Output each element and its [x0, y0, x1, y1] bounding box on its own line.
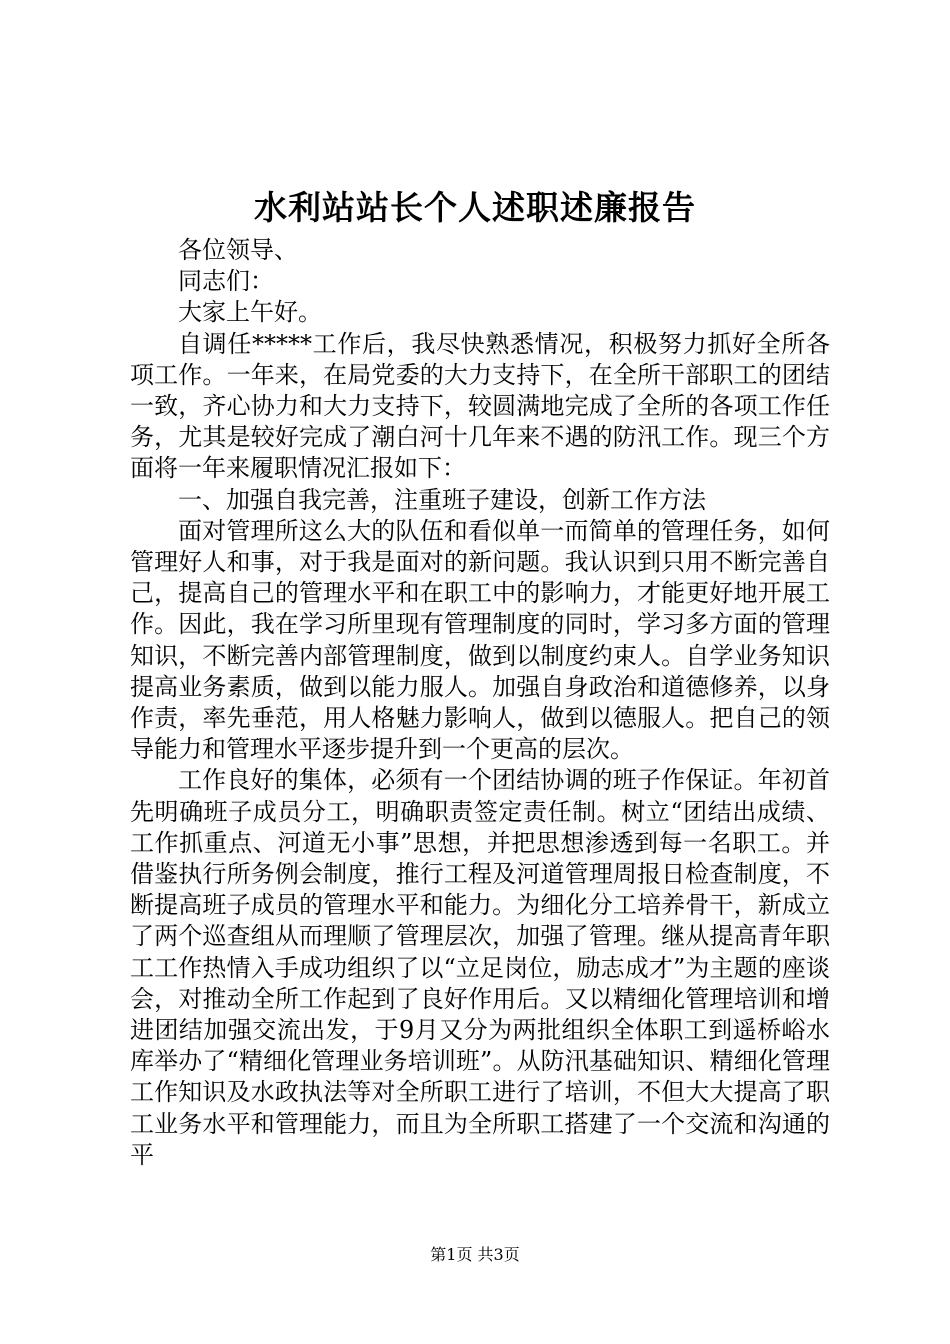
section-heading-1: 一、加强自我完善，注重班子建设，创新工作方法 [178, 485, 706, 514]
body-paragraph: 面对管理所这么大的队伍和看似单一而简单的管理任务，如何管理好人和事，对于我是面对的新问题。我认识到只用不断完善自己，提高自己的管理水平和在职工中的影响力，才能更好地开展工作。因此，我在学习所里现有管理制度的同时，学习多方面的管理知识，不断完善内部管理制度，做到以制度约束人。自学业务知识提高业务素质，做到以能力服人。加强自身政治和道德修养，以身作责，率先垂范，用人格魅力影响人，做到以德服人。把自己的领导能力和管理水平逐步提升到一个更高的层次。 [130, 516, 830, 764]
greeting: 大家上午好。 [178, 298, 322, 327]
page-number-footer: 第1页 共3页 [430, 1245, 520, 1264]
salutation-leaders: 各位领导、 [178, 236, 298, 264]
intro-paragraph: 自调任*****工作后，我尽快熟悉情况，积极努力抓好全所各项工作。一年来，在局党委的大力支持下，在全所干部职工的团结一致，齐心协力和大力支持下，较圆满地完成了全所的各项工作任务，尤其是较好完成了潮白河十几年来不遇的防汛工作。现三个方面将一年来履职情况汇报如下： [130, 329, 830, 483]
salutation-comrades: 同志们： [178, 267, 274, 296]
document-title: 水利站站长个人述职述廉报告 [254, 188, 696, 227]
document-body [130, 235, 830, 1171]
body-paragraph: 工作良好的集体，必须有一个团结协调的班子作保证。年初首先明确班子成员分工，明确职责签定责任制。树立“团结出成绩、工作抓重点、河道无小事”思想，并把思想渗透到每一名职工。并借鉴执行所务例会制度，推行工程及河道管理周报日检查制度，不断提高班子成员的管理水平和能力。为细化分工培养骨干，新成立了两个巡查组从而理顺了管理层次，加强了管理。继从提高青年职工工作热情入手成功组织了以“立足岗位，励志成才”为主题的座谈会，对推动全所工作起到了良好作用后。又以精细化管理培训和增进团结加强交流出发，于9月又分为两批组织全体职工到遥桥峪水库举办了“精细化管理业务培训班”。从防汛基础知识、精细化管理工作知识及水政执法等对全所职工进行了培训，不但大大提高了职工业务水平和管理能力，而且为全所职工搭建了一个交流和沟通的平 [130, 766, 830, 1169]
